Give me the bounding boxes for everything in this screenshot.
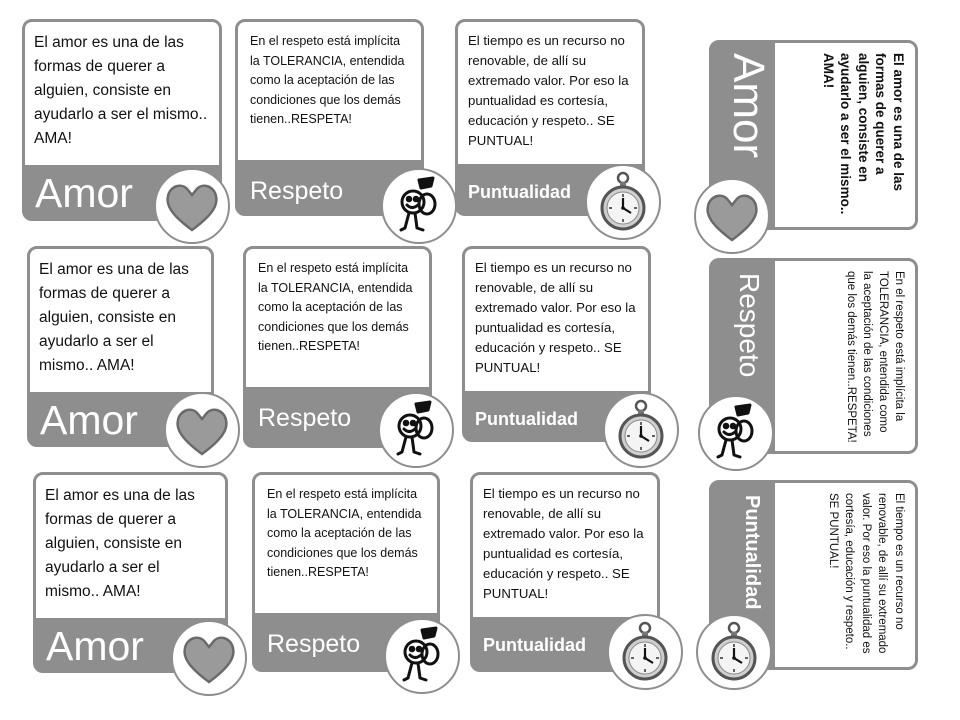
- puntualidad-card-text: El tiempo es un recurso no renovable, de allí su extremado valor. Por eso la puntualidad es cortesía, educación y respeto.. SE PUNTUAL!: [473, 475, 657, 617]
- amor-card-text: El amor es una de las formas de querer a alguien, consiste en ayudarlo a ser el mismo.. AMA!: [30, 249, 211, 392]
- respeto-card-text: En el respeto está implícita la TOLERANCIA, entendida como la aceptación de las condiciones que los demás tienen..RESPETA!: [775, 261, 915, 451]
- respeto-card-text: En el respeto está implícita la TOLERANCIA, entendida como la aceptación de las condiciones que los demás tienen..RESPETA!: [255, 475, 437, 613]
- pocket-watch-icon: [585, 164, 661, 240]
- watch-shape: [587, 166, 659, 238]
- puntualidad-card-text: El tiempo es un recurso no renovable, de allí su extremado valor. Por eso la puntualidad es cortesía, educación y respeto.. SE PUNTUAL!: [458, 22, 642, 164]
- figure-shape: [383, 170, 455, 242]
- respeto-card-title: Respeto: [267, 630, 361, 658]
- heart-shape: [166, 394, 238, 466]
- heart-icon: [154, 168, 230, 244]
- watch-shape: [698, 616, 770, 688]
- amor-card-title: Amor: [724, 53, 773, 159]
- heart-shape: [156, 170, 228, 242]
- heart-icon: [694, 178, 770, 254]
- amor-card-text: El amor es una de las formas de querer a alguien, consiste en ayudarlo a ser el mismo.. AMA!: [25, 22, 219, 165]
- pocket-watch-icon: [603, 392, 679, 468]
- puntualidad-card-title: Puntualidad: [475, 409, 578, 429]
- pocket-watch-icon: [696, 614, 772, 690]
- heart-shape: [696, 180, 768, 252]
- smiling-figure-icon: [378, 392, 454, 468]
- heart-icon: [171, 620, 247, 696]
- puntualidad-card-title: Puntualidad: [468, 182, 571, 202]
- puntualidad-card-text: El tiempo es un recurso no renovable, de allí su extremado valor. Por eso la puntualidad es cortesía, educación y respeto.. SE PUNTUAL!: [775, 483, 915, 667]
- heart-icon: [164, 392, 240, 468]
- pocket-watch-icon: [607, 614, 683, 690]
- smiling-figure-icon: [698, 395, 774, 471]
- puntualidad-card-text: El tiempo es un recurso no renovable, de allí su extremado valor. Por eso la puntualidad es cortesía, educación y respeto.. SE PUNTUAL!: [465, 249, 648, 391]
- respeto-card-text: En el respeto está implícita la TOLERANCIA, entendida como la aceptación de las condiciones que los demás tienen..RESPETA!: [246, 249, 429, 387]
- figure-shape: [380, 394, 452, 466]
- amor-card-title: Amor: [46, 623, 144, 669]
- amor-card-text: El amor es una de las formas de querer a alguien, consiste en ayudarlo a ser el mismo.. AMA!: [36, 475, 225, 618]
- respeto-card-title: Respeto: [258, 404, 352, 432]
- watch-shape: [609, 616, 681, 688]
- respeto-card-text: En el respeto está implícita la TOLERANCIA, entendida como la aceptación de las condiciones que los demás tienen..RESPETA!: [238, 22, 421, 160]
- smiling-figure-icon: [384, 618, 460, 694]
- smiling-figure-icon: [381, 168, 457, 244]
- watch-shape: [605, 394, 677, 466]
- respeto-card-title: Respeto: [250, 177, 344, 205]
- amor-card-title: Amor: [40, 397, 138, 443]
- puntualidad-card-title: Puntualidad: [741, 495, 763, 610]
- figure-shape: [386, 620, 458, 692]
- heart-shape: [173, 622, 245, 694]
- respeto-card-title: Respeto: [734, 273, 765, 378]
- amor-card-text: El amor es una de las formas de querer a alguien, consiste en ayudarlo a ser el mismo.. AMA!: [775, 43, 915, 227]
- figure-shape: [700, 397, 772, 469]
- amor-card-title: Amor: [35, 170, 133, 216]
- puntualidad-card-title: Puntualidad: [483, 635, 586, 655]
